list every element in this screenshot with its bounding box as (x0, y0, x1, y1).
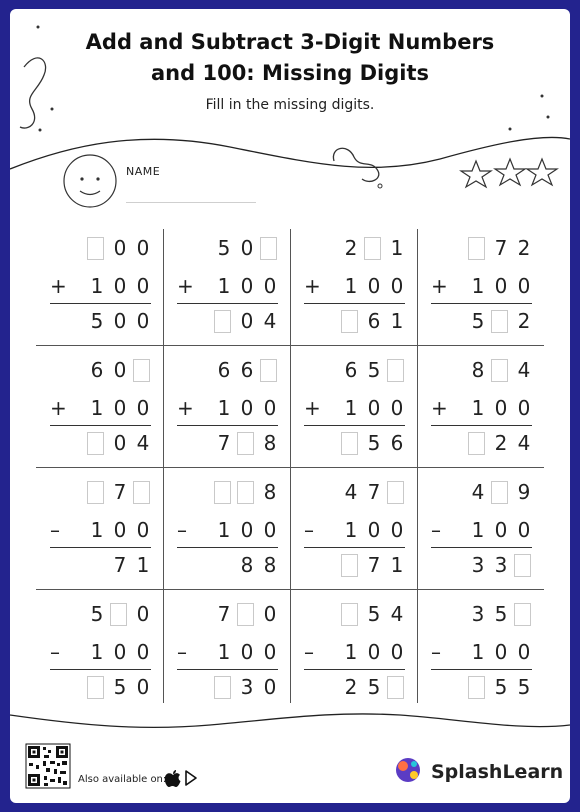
digit: 1 (217, 518, 231, 542)
minus-sign: – (50, 518, 60, 542)
apple-icon (165, 770, 181, 787)
digit: 0 (367, 640, 381, 664)
digit: 0 (240, 309, 254, 333)
digit: 0 (390, 640, 404, 664)
digit: 1 (217, 396, 231, 420)
digit: 1 (344, 640, 358, 664)
answer-number (465, 552, 534, 578)
answer-rule (431, 425, 532, 426)
second-number (465, 639, 534, 665)
name-label: NAME (126, 165, 161, 178)
minus-sign: – (177, 518, 187, 542)
digit: 5 (494, 675, 508, 699)
missing-digit-box[interactable] (468, 676, 485, 699)
digit: 5 (517, 675, 531, 699)
digit: 0 (113, 236, 127, 260)
answer-number (107, 552, 153, 578)
answer-number (84, 308, 153, 334)
digit: 5 (367, 602, 381, 626)
digit: 1 (390, 553, 404, 577)
problem-cell (36, 467, 163, 589)
star-icon (495, 159, 525, 185)
plus-sign: + (304, 396, 321, 420)
digit: 0 (263, 640, 277, 664)
first-number (84, 235, 153, 261)
digit: 5 (90, 602, 104, 626)
second-number (84, 273, 153, 299)
play-store-icon (186, 771, 196, 785)
second-number (211, 517, 280, 543)
digit: 0 (136, 640, 150, 664)
missing-digit-box[interactable] (214, 676, 231, 699)
digit: 2 (344, 675, 358, 699)
missing-digit-box[interactable] (387, 359, 404, 382)
answer-rule (304, 425, 405, 426)
digit: 0 (390, 396, 404, 420)
answer-rule (177, 303, 278, 304)
digit: 1 (390, 236, 404, 260)
star-icon (461, 161, 491, 187)
first-number (211, 357, 280, 383)
digit: 3 (471, 553, 485, 577)
digit: 7 (367, 480, 381, 504)
minus-sign: – (177, 640, 187, 664)
digit: 0 (136, 309, 150, 333)
second-number (84, 639, 153, 665)
minus-sign: – (304, 518, 314, 542)
digit: 5 (367, 431, 381, 455)
answer-number (338, 552, 407, 578)
digit: 1 (471, 396, 485, 420)
answer-number (234, 552, 280, 578)
answer-rule (431, 303, 532, 304)
second-number (211, 639, 280, 665)
plus-sign: + (431, 396, 448, 420)
second-number (465, 273, 534, 299)
digit: 0 (136, 396, 150, 420)
second-number (84, 517, 153, 543)
digit: 1 (390, 309, 404, 333)
digit: 3 (494, 553, 508, 577)
brand-name: SplashLearn (431, 761, 564, 783)
digit: 8 (263, 431, 277, 455)
minus-sign: – (431, 640, 441, 664)
dot-decoration (509, 128, 512, 131)
plus-sign: + (177, 396, 194, 420)
first-number (211, 235, 280, 261)
answer-rule (431, 669, 532, 670)
name-field[interactable] (126, 202, 256, 203)
answer-rule (50, 303, 151, 304)
digit: 7 (367, 553, 381, 577)
missing-digit-box[interactable] (133, 359, 150, 382)
problem-cell (417, 467, 544, 589)
qr-code (26, 744, 70, 788)
digit: 1 (344, 274, 358, 298)
digit: 1 (90, 274, 104, 298)
digit: 4 (471, 480, 485, 504)
digit: 7 (217, 431, 231, 455)
plus-sign: + (50, 274, 67, 298)
answer-rule (177, 669, 278, 670)
digit: 0 (494, 640, 508, 664)
missing-digit-box[interactable] (237, 481, 254, 504)
missing-digit-box[interactable] (341, 554, 358, 577)
digit: 5 (367, 358, 381, 382)
first-number (465, 357, 534, 383)
second-number (465, 395, 534, 421)
digit: 6 (240, 358, 254, 382)
second-number (338, 517, 407, 543)
digit: 0 (494, 274, 508, 298)
digit: 1 (471, 274, 485, 298)
digit: 0 (517, 518, 531, 542)
digit: 0 (113, 358, 127, 382)
missing-digit-box[interactable] (87, 481, 104, 504)
digit: 0 (113, 640, 127, 664)
digit: 5 (494, 602, 508, 626)
smiley-icon (64, 155, 116, 207)
missing-digit-box[interactable] (341, 310, 358, 333)
problem-cell (36, 345, 163, 467)
digit: 1 (344, 518, 358, 542)
first-number (338, 235, 407, 261)
answer-rule (304, 547, 405, 548)
missing-digit-box[interactable] (260, 359, 277, 382)
digit: 6 (390, 431, 404, 455)
digit: 0 (240, 396, 254, 420)
digit: 0 (240, 236, 254, 260)
problem-cell (417, 345, 544, 467)
digit: 0 (367, 396, 381, 420)
digit: 0 (136, 236, 150, 260)
problem-cell (290, 467, 417, 589)
first-number (465, 235, 534, 261)
worksheet (10, 9, 570, 803)
digit: 0 (240, 640, 254, 664)
first-number (211, 479, 280, 505)
missing-digit-box[interactable] (214, 481, 231, 504)
digit: 5 (217, 236, 231, 260)
problem-cell (36, 223, 163, 345)
answer-number (338, 308, 407, 334)
problem-cell (163, 467, 290, 589)
digit: 0 (136, 602, 150, 626)
swirl-decoration (333, 148, 378, 181)
missing-digit-box[interactable] (468, 237, 485, 260)
digit: 0 (263, 518, 277, 542)
answer-number (84, 430, 153, 456)
digit: 5 (113, 675, 127, 699)
problem-cell (290, 223, 417, 345)
minus-sign: – (50, 640, 60, 664)
digit: 1 (471, 640, 485, 664)
digit: 7 (217, 602, 231, 626)
first-number (338, 479, 407, 505)
answer-number (465, 430, 534, 456)
digit: 0 (240, 518, 254, 542)
digit: 4 (136, 431, 150, 455)
answer-rule (50, 547, 151, 548)
dot-decoration (39, 129, 42, 132)
digit: 5 (90, 309, 104, 333)
digit: 0 (240, 274, 254, 298)
plus-sign: + (431, 274, 448, 298)
wave-line (10, 137, 570, 169)
dot-decoration (547, 116, 550, 119)
missing-digit-box[interactable] (491, 310, 508, 333)
digit: 3 (240, 675, 254, 699)
digit: 0 (494, 518, 508, 542)
problem-cell (290, 345, 417, 467)
digit: 8 (263, 553, 277, 577)
second-number (211, 395, 280, 421)
missing-digit-box[interactable] (237, 432, 254, 455)
digit: 0 (263, 396, 277, 420)
missing-digit-box[interactable] (514, 554, 531, 577)
splashlearn-logo-icon (396, 758, 420, 782)
plus-sign: + (304, 274, 321, 298)
digit: 0 (136, 518, 150, 542)
available-on-text: Also available on: (78, 774, 167, 785)
answer-number (338, 430, 407, 456)
bottom-wave-line (10, 714, 570, 727)
answer-number (211, 674, 280, 700)
digit: 0 (113, 396, 127, 420)
digit: 1 (217, 274, 231, 298)
minus-sign: – (431, 518, 441, 542)
answer-number (84, 674, 153, 700)
digit: 0 (390, 274, 404, 298)
problem-grid (36, 223, 544, 709)
digit: 6 (90, 358, 104, 382)
first-number (465, 601, 534, 627)
digit: 3 (471, 602, 485, 626)
page-title (10, 27, 570, 89)
title-line-1: Add and Subtract 3-Digit Numbers (85, 30, 495, 54)
second-number (338, 639, 407, 665)
digit: 2 (517, 309, 531, 333)
digit: 1 (217, 640, 231, 664)
answer-number (338, 674, 407, 700)
digit: 0 (263, 274, 277, 298)
instructions: Fill in the missing digits. (205, 97, 375, 113)
first-number (84, 479, 153, 505)
second-number (465, 517, 534, 543)
missing-digit-box[interactable] (514, 603, 531, 626)
answer-number (211, 308, 280, 334)
problem-cell (290, 589, 417, 711)
missing-digit-box[interactable] (341, 603, 358, 626)
digit: 5 (367, 675, 381, 699)
answer-rule (304, 303, 405, 304)
digit: 4 (263, 309, 277, 333)
answer-rule (177, 425, 278, 426)
missing-digit-box[interactable] (387, 481, 404, 504)
star-icon (527, 159, 557, 185)
missing-digit-box[interactable] (133, 481, 150, 504)
problem-cell (417, 589, 544, 711)
digit: 0 (113, 431, 127, 455)
missing-digit-box[interactable] (468, 432, 485, 455)
missing-digit-box[interactable] (491, 359, 508, 382)
problem-cell (163, 345, 290, 467)
digit: 0 (113, 274, 127, 298)
digit: 6 (367, 309, 381, 333)
first-number (338, 601, 407, 627)
answer-rule (50, 425, 151, 426)
digit: 7 (494, 236, 508, 260)
minus-sign: – (304, 640, 314, 664)
digit: 0 (113, 309, 127, 333)
problem-cell (417, 223, 544, 345)
digit: 0 (263, 675, 277, 699)
missing-digit-box[interactable] (214, 310, 231, 333)
digit: 2 (517, 236, 531, 260)
digit: 7 (113, 553, 127, 577)
problem-cell (36, 589, 163, 711)
missing-digit-box[interactable] (237, 603, 254, 626)
digit: 1 (90, 518, 104, 542)
digit: 0 (113, 518, 127, 542)
digit: 1 (90, 396, 104, 420)
digit: 1 (90, 640, 104, 664)
missing-digit-box[interactable] (260, 237, 277, 260)
digit: 4 (390, 602, 404, 626)
digit: 0 (494, 396, 508, 420)
problem-cell (163, 223, 290, 345)
missing-digit-box[interactable] (387, 676, 404, 699)
digit: 8 (471, 358, 485, 382)
answer-rule (304, 669, 405, 670)
digit: 4 (517, 358, 531, 382)
digit: 0 (517, 274, 531, 298)
second-number (338, 273, 407, 299)
plus-sign: + (177, 274, 194, 298)
dot-decoration (378, 184, 382, 188)
digit: 0 (367, 274, 381, 298)
digit: 2 (344, 236, 358, 260)
answer-number (465, 674, 534, 700)
first-number (465, 479, 534, 505)
digit: 4 (517, 431, 531, 455)
first-number (84, 601, 153, 627)
digit: 6 (217, 358, 231, 382)
stars-rating (461, 159, 557, 187)
digit: 8 (240, 553, 254, 577)
digit: 0 (136, 675, 150, 699)
missing-digit-box[interactable] (364, 237, 381, 260)
second-number (338, 395, 407, 421)
digit: 1 (344, 396, 358, 420)
digit: 0 (390, 518, 404, 542)
digit: 8 (263, 480, 277, 504)
answer-rule (177, 547, 278, 548)
problem-cell (163, 589, 290, 711)
answer-number (465, 308, 534, 334)
digit: 1 (471, 518, 485, 542)
first-number (338, 357, 407, 383)
first-number (211, 601, 280, 627)
digit: 4 (344, 480, 358, 504)
missing-digit-box[interactable] (341, 432, 358, 455)
digit: 6 (344, 358, 358, 382)
digit: 0 (136, 274, 150, 298)
digit: 5 (471, 309, 485, 333)
digit: 0 (263, 602, 277, 626)
answer-rule (431, 547, 532, 548)
answer-rule (50, 669, 151, 670)
missing-digit-box[interactable] (87, 432, 104, 455)
missing-digit-box[interactable] (87, 676, 104, 699)
digit: 0 (517, 640, 531, 664)
digit: 0 (367, 518, 381, 542)
digit: 9 (517, 480, 531, 504)
digit: 7 (113, 480, 127, 504)
second-number (84, 395, 153, 421)
second-number (211, 273, 280, 299)
answer-number (211, 430, 280, 456)
first-number (84, 357, 153, 383)
missing-digit-box[interactable] (87, 237, 104, 260)
title-line-2: and 100: Missing Digits (151, 61, 429, 85)
digit: 1 (136, 553, 150, 577)
missing-digit-box[interactable] (110, 603, 127, 626)
digit: 2 (494, 431, 508, 455)
missing-digit-box[interactable] (491, 481, 508, 504)
plus-sign: + (50, 396, 67, 420)
digit: 0 (517, 396, 531, 420)
